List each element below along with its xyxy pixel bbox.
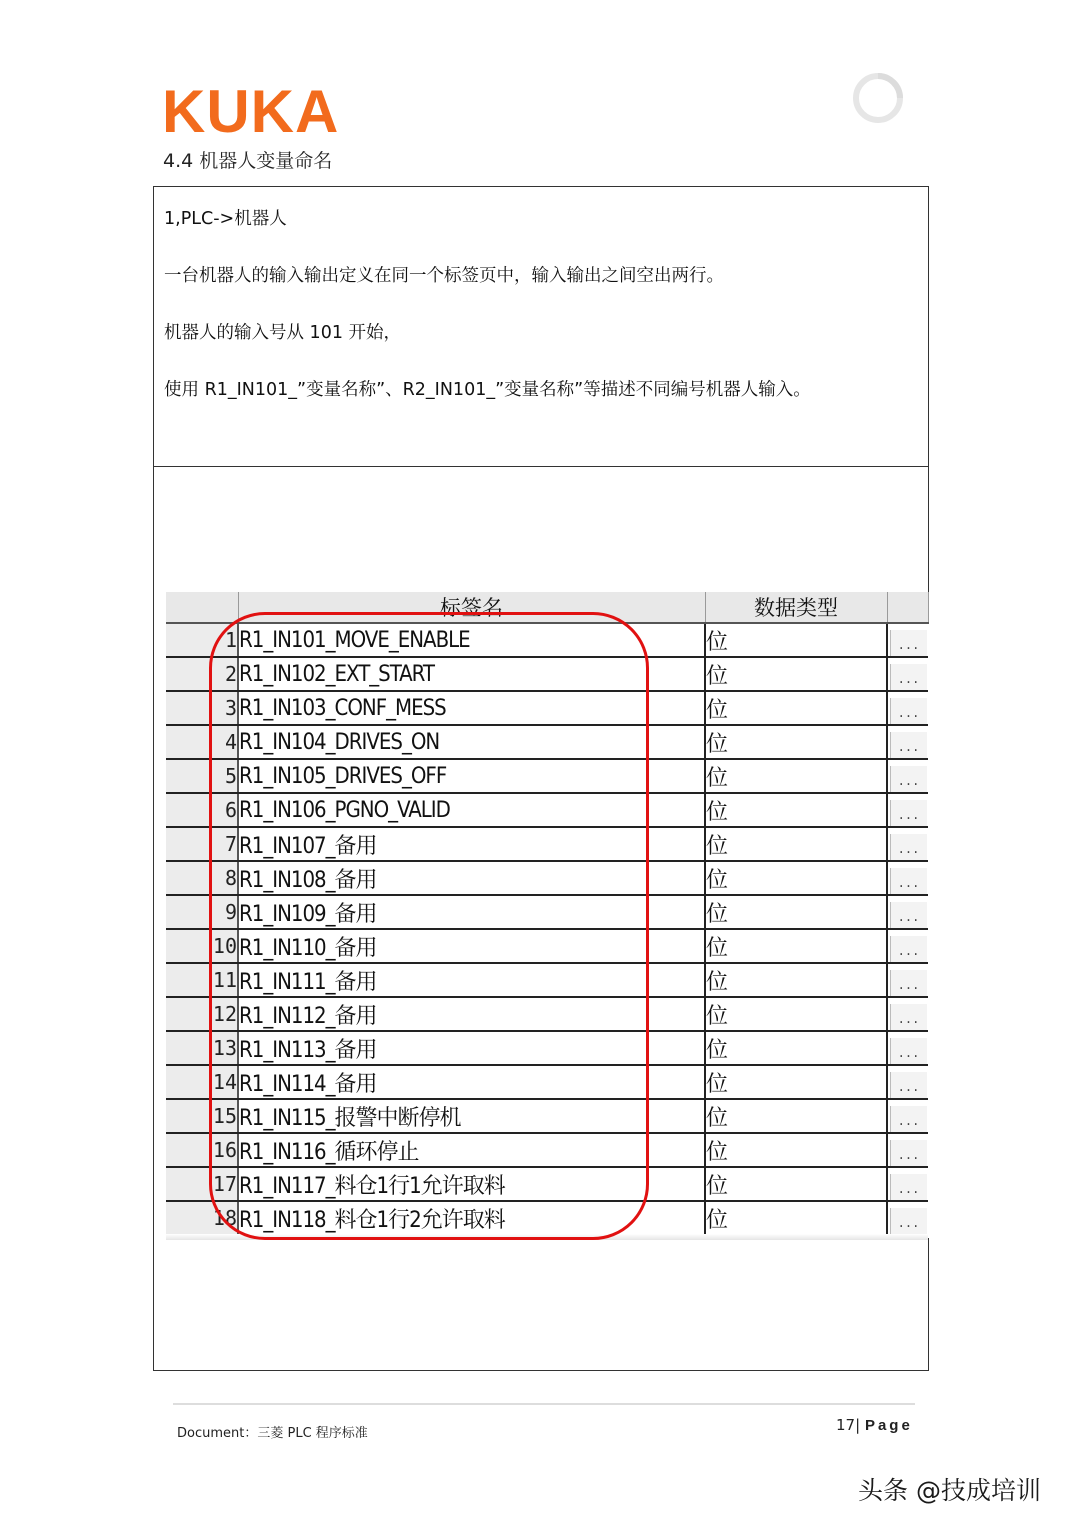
ellipsis-label: ... (890, 1004, 927, 1030)
row-ellipsis-button[interactable] (887, 929, 928, 963)
row-ellipsis-button[interactable] (887, 793, 928, 827)
tag-name-cell[interactable]: R1_IN112_备用 (238, 997, 705, 1031)
row-number: 5 (166, 759, 238, 793)
watermark: 头条 @技成培训 (858, 1476, 1041, 1505)
paragraph-io-definition: 一台机器人的输入输出定义在同一个标签页中，输入输出之间空出两行。 (164, 266, 724, 286)
row-number: 13 (166, 1031, 238, 1065)
data-type-cell[interactable]: 位 (705, 997, 887, 1031)
section-title: 4.4 机器人变量命名 (163, 150, 333, 172)
page-separator: | (855, 1416, 861, 1434)
data-type-cell[interactable]: 位 (705, 793, 887, 827)
tag-name-cell[interactable]: R1_IN108_备用 (238, 861, 705, 895)
row-ellipsis-button[interactable] (887, 725, 928, 759)
row-ellipsis-button[interactable] (887, 1065, 928, 1099)
row-ellipsis-button[interactable] (887, 1133, 928, 1167)
loading-spinner-icon (852, 72, 904, 124)
tag-name-cell[interactable]: R1_IN105_DRIVES_OFF (238, 759, 705, 793)
row-number: 3 (166, 691, 238, 725)
row-ellipsis-button[interactable] (887, 1031, 928, 1065)
tag-name-cell[interactable]: R1_IN101_MOVE_ENABLE (238, 623, 705, 657)
data-type-cell[interactable]: 位 (705, 725, 887, 759)
data-type-cell[interactable]: 位 (705, 1099, 887, 1133)
ellipsis-label: ... (890, 970, 927, 996)
data-type-cell[interactable]: 位 (705, 657, 887, 691)
tag-name-cell[interactable]: R1_IN103_CONF_MESS (238, 691, 705, 725)
data-type-cell[interactable]: 位 (705, 895, 887, 929)
row-ellipsis-button[interactable] (887, 861, 928, 895)
row-number: 14 (166, 1065, 238, 1099)
ellipsis-label: ... (890, 664, 927, 690)
row-ellipsis-button[interactable] (887, 657, 928, 691)
tag-name-cell[interactable]: R1_IN102_EXT_START (238, 657, 705, 691)
row-ellipsis-button[interactable] (887, 623, 928, 657)
data-type-cell[interactable]: 位 (705, 759, 887, 793)
ellipsis-label: ... (890, 1106, 927, 1132)
box-divider (154, 466, 928, 467)
row-number: 16 (166, 1133, 238, 1167)
tag-name-cell[interactable]: R1_IN110_备用 (238, 929, 705, 963)
page-label: Page (864, 1417, 913, 1434)
row-number: 8 (166, 861, 238, 895)
page-number: 17 (836, 1416, 856, 1434)
row-ellipsis-button[interactable] (887, 1167, 928, 1201)
ellipsis-label: ... (890, 732, 927, 758)
header-number (166, 592, 238, 623)
row-number: 9 (166, 895, 238, 929)
row-ellipsis-button[interactable] (887, 1201, 928, 1235)
row-ellipsis-button[interactable] (887, 963, 928, 997)
ellipsis-label: ... (890, 902, 927, 928)
ellipsis-label: ... (890, 1140, 927, 1166)
header-tag-name[interactable]: 标签名 (238, 592, 705, 623)
kuka-logo: KUKA (162, 78, 340, 145)
ellipsis-label: ... (890, 1208, 927, 1234)
row-ellipsis-button[interactable] (887, 1099, 928, 1133)
row-number: 15 (166, 1099, 238, 1133)
ellipsis-label: ... (890, 834, 927, 860)
row-number: 10 (166, 929, 238, 963)
header-button (887, 592, 928, 623)
data-type-cell[interactable]: 位 (705, 929, 887, 963)
paragraph-naming-rule: 使用 R1_IN101_”变量名称”、R2_IN101_”变量名称”等描述不同编号机器人输入。 (164, 380, 811, 400)
tag-name-cell[interactable]: R1_IN115_报警中断停机 (238, 1099, 705, 1133)
tag-name-cell[interactable]: R1_IN118_料仓1行2允许取料 (238, 1201, 705, 1235)
data-type-cell[interactable]: 位 (705, 827, 887, 861)
ellipsis-label: ... (890, 868, 927, 894)
row-number: 17 (166, 1167, 238, 1201)
tag-name-cell[interactable]: R1_IN113_备用 (238, 1031, 705, 1065)
data-type-cell[interactable]: 位 (705, 1167, 887, 1201)
tag-name-cell[interactable]: R1_IN104_DRIVES_ON (238, 725, 705, 759)
tag-name-cell[interactable]: R1_IN109_备用 (238, 895, 705, 929)
ellipsis-label: ... (890, 1174, 927, 1200)
row-ellipsis-button[interactable] (887, 827, 928, 861)
data-type-cell[interactable]: 位 (705, 691, 887, 725)
ellipsis-label: ... (890, 766, 927, 792)
data-type-cell[interactable]: 位 (705, 1065, 887, 1099)
data-type-cell[interactable]: 位 (705, 1031, 887, 1065)
highlight-oval (209, 612, 649, 1240)
data-type-cell[interactable]: 位 (705, 861, 887, 895)
paragraph-input-start: 机器人的输入号从 101 开始， (164, 323, 402, 343)
footer-divider (173, 1403, 915, 1405)
row-number: 11 (166, 963, 238, 997)
ellipsis-label: ... (890, 1072, 927, 1098)
tag-name-cell[interactable]: R1_IN117_料仓1行1允许取料 (238, 1167, 705, 1201)
row-number: 12 (166, 997, 238, 1031)
tag-name-cell[interactable]: R1_IN107_备用 (238, 827, 705, 861)
data-type-cell[interactable]: 位 (705, 623, 887, 657)
row-ellipsis-button[interactable] (887, 759, 928, 793)
data-type-cell[interactable]: 位 (705, 1133, 887, 1167)
data-type-cell[interactable]: 位 (705, 963, 887, 997)
tag-name-cell[interactable]: R1_IN116_循环停止 (238, 1133, 705, 1167)
ellipsis-label: ... (890, 698, 927, 724)
tag-name-cell[interactable]: R1_IN111_备用 (238, 963, 705, 997)
header-data-type[interactable]: 数据类型 (705, 592, 887, 623)
row-ellipsis-button[interactable] (887, 895, 928, 929)
ellipsis-label: ... (890, 1038, 927, 1064)
row-ellipsis-button[interactable] (887, 691, 928, 725)
row-number: 7 (166, 827, 238, 861)
ellipsis-label: ... (890, 800, 927, 826)
ellipsis-label: ... (890, 630, 927, 656)
tag-name-cell[interactable]: R1_IN106_PGNO_VALID (238, 793, 705, 827)
footer-page (836, 1416, 913, 1434)
row-ellipsis-button[interactable] (887, 997, 928, 1031)
ellipsis-label: ... (890, 936, 927, 962)
row-number: 1 (166, 623, 238, 657)
data-type-cell[interactable]: 位 (705, 1201, 887, 1235)
row-number: 18 (166, 1201, 238, 1235)
paragraph-heading: 1,PLC->机器人 (164, 209, 287, 229)
row-number: 6 (166, 793, 238, 827)
row-number: 4 (166, 725, 238, 759)
tag-name-cell[interactable]: R1_IN114_备用 (238, 1065, 705, 1099)
row-number: 2 (166, 657, 238, 691)
footer-document: Document：三菱 PLC 程序标准 (177, 1426, 368, 1441)
